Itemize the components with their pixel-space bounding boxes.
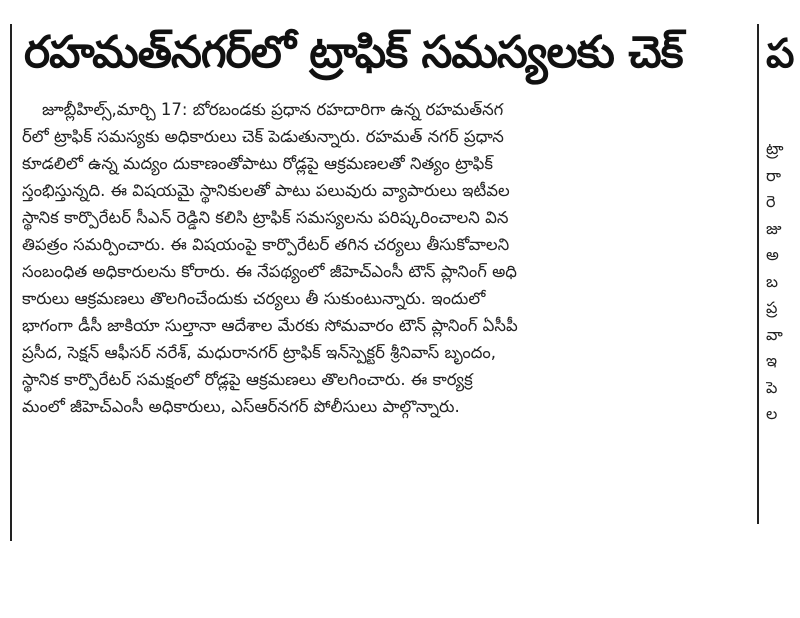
left-border-rule (10, 24, 12, 541)
adjacent-line: అ (766, 245, 779, 264)
article-line: కూడలిలో ఉన్న మద్యం దుకాణంతోపాటు రోడ్లపై ఆక్రమణలతో నిత్యం ట్రాఫిక్ (22, 154, 493, 173)
adjacent-column-fragment (766, 136, 800, 428)
article-line: సంబంధిత అధికారులను కోరారు. ఈ నేపథ్యంలో జీహెచ్‌ఎంసీ టౌన్ ప్లానింగ్ అధి (22, 262, 517, 281)
adjacent-line: వా (766, 324, 783, 344)
article-line: స్తంభిస్తున్నది. ఈ విషయమై స్థానికులతో పాటు పలువురు వ్యాపారులు ఇటీవల (22, 181, 510, 200)
article-line: ర్‌లో ట్రాఫిక్ సమస్యకు అధికారులు చెక్ పెడుతున్నారు. రహమత్ నగర్ ప్రధాన (22, 127, 504, 146)
article-headline: రహమత్‌నగర్‌లో ట్రాఫిక్ సమస్యలకు చెక్ (24, 27, 683, 78)
adjacent-line: ఇ (766, 351, 778, 370)
article-line: కారులు ఆక్రమణలు తొలగించేందుకు చర్యలు తీ సుకుంటున్నారు. ఇందులో (22, 289, 486, 308)
article-line: ప్రసీద, సెక్షన్ ఆఫీసర్ నరేశ్, మధురానగర్ ట్రాఫిక్ ఇన్‌స్పెక్టర్ శ్రీనివాస్ బృందం, (22, 343, 497, 362)
adjacent-line: పె (766, 377, 778, 397)
adjacent-line: ట్రా (766, 139, 784, 158)
column-divider (757, 24, 759, 524)
article-line: స్థానిక కార్పొరేటర్ సీఎన్ రెడ్డిని కలిసి ట్రాఫిక్ సమస్యలను పరిష్కరించాలని విన (22, 208, 509, 227)
article-line: మంలో జీహెచ్‌ఎంసీ అధికారులు, ఎస్‌ఆర్‌నగర్ పోలీసులు పాల్గొన్నారు. (22, 397, 460, 416)
adjacent-headline-fragment: ప (766, 31, 795, 77)
article-line: జూబ్లీహిల్స్,మార్చి 17: బోరబండకు ప్రధాన రహదారిగా ఉన్న రహమత్‌నగ (42, 100, 504, 119)
adjacent-line: రె (766, 192, 776, 211)
adjacent-line: జు (766, 218, 782, 238)
article-body (22, 96, 752, 420)
article-line: స్థానిక కార్పొరేటర్ సమక్షంలో రోడ్లపై ఆక్రమణలు తొలగించారు. ఈ కార్యక్ర (22, 370, 473, 389)
adjacent-line: రా (766, 165, 781, 185)
adjacent-line: ప్ర (766, 298, 778, 317)
article-line: భాగంగా డీసీ జాకియా సుల్తానా ఆదేశాల మేరకు సోమవారం టౌన్ ప్లానింగ్ ఏసీపీ (22, 316, 518, 335)
adjacent-line: ల (766, 404, 778, 423)
article-line: తిపత్రం సమర్పించారు. ఈ విషయంపై కార్పొరేటర్ తగిన చర్యలు తీసుకోవాలని (22, 235, 510, 254)
adjacent-line: బ (766, 271, 779, 291)
